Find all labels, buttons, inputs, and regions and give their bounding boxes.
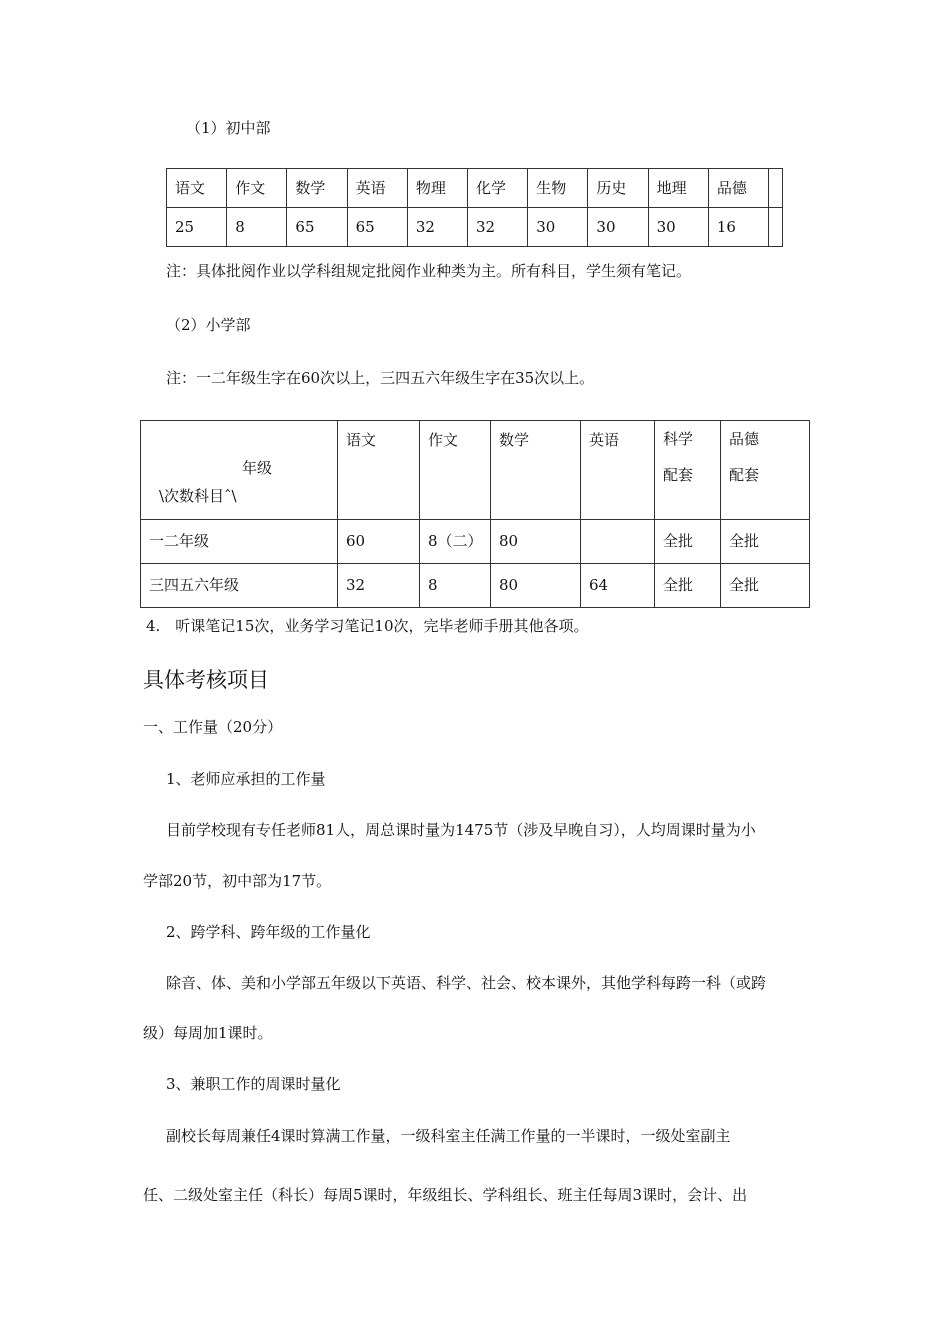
table-cell: 32 bbox=[468, 208, 528, 247]
table-header-cell bbox=[721, 421, 810, 520]
table-cell: 全批 bbox=[655, 520, 721, 564]
table-header-cell: 品德 bbox=[708, 169, 768, 208]
table-header-cell bbox=[769, 169, 783, 208]
paragraph-line: 级）每周加1课时。 bbox=[143, 1024, 273, 1042]
table-cell: 全批 bbox=[655, 564, 721, 608]
header-science-line2: 配套 bbox=[663, 466, 694, 484]
paragraph-line: 学部20节，初中部为17节。 bbox=[143, 872, 332, 890]
header-science-line1: 科学 bbox=[663, 430, 694, 448]
table-header-cell: 语文 bbox=[338, 421, 420, 520]
table-cell: 64 bbox=[581, 564, 655, 608]
table-cell: 25 bbox=[167, 208, 227, 247]
table-cell: 8 bbox=[420, 564, 491, 608]
corner-label-grade: 年级 bbox=[242, 459, 273, 477]
table-header-cell: 化学 bbox=[468, 169, 528, 208]
table-header-cell: 作文 bbox=[227, 169, 287, 208]
table-cell: 一二年级 bbox=[141, 520, 338, 564]
table-header-cell bbox=[655, 421, 721, 520]
table-cell: 8（二） bbox=[420, 520, 491, 564]
table-cell: 65 bbox=[287, 208, 347, 247]
table-cell: 60 bbox=[338, 520, 420, 564]
table-header-row bbox=[141, 421, 810, 520]
section-label-primary: （2）小学部 bbox=[166, 316, 251, 334]
paragraph-line: 目前学校现有专任老师81人，周总课时量为1475节（涉及早晚自习），人均周课时量为小 bbox=[166, 821, 756, 839]
table-cell: 全批 bbox=[721, 520, 810, 564]
table-cell: 80 bbox=[491, 520, 581, 564]
table-row bbox=[141, 520, 810, 564]
table-corner-cell bbox=[141, 421, 338, 520]
subsection-2-title: 2、跨学科、跨年级的工作量化 bbox=[166, 923, 371, 941]
subsection-1-title: 1、老师应承担的工作量 bbox=[166, 770, 326, 788]
table-header-cell: 数学 bbox=[287, 169, 347, 208]
junior-homework-table bbox=[166, 168, 783, 247]
table-header-cell: 作文 bbox=[420, 421, 491, 520]
table-cell: 30 bbox=[648, 208, 708, 247]
paragraph-line: 除音、体、美和小学部五年级以下英语、科学、社会、校本课外，其他学科每跨一科（或跨 bbox=[166, 974, 767, 992]
header-moral-line2: 配套 bbox=[729, 466, 760, 484]
note-junior: 注：具体批阅作业以学科组规定批阅作业种类为主。所有科目，学生须有笔记。 bbox=[166, 262, 692, 280]
table-header-cell: 历史 bbox=[588, 169, 648, 208]
table-header-cell: 地理 bbox=[648, 169, 708, 208]
table-cell bbox=[769, 208, 783, 247]
table-cell: 30 bbox=[528, 208, 588, 247]
table-cell: 32 bbox=[338, 564, 420, 608]
table-header-cell: 生物 bbox=[528, 169, 588, 208]
corner-label-subject: \次数科目ˆ\ bbox=[159, 487, 237, 505]
table-header-cell: 英语 bbox=[347, 169, 407, 208]
paragraph-line: 副校长每周兼任4课时算满工作量，一级科室主任满工作量的一半课时，一级处室副主 bbox=[166, 1127, 731, 1145]
table-header-cell: 数学 bbox=[491, 421, 581, 520]
table-cell: 三四五六年级 bbox=[141, 564, 338, 608]
section-one-title: 一、工作量（20分） bbox=[143, 718, 283, 736]
table-cell: 32 bbox=[407, 208, 467, 247]
table-header-cell: 物理 bbox=[407, 169, 467, 208]
table-cell: 65 bbox=[347, 208, 407, 247]
table-cell: 30 bbox=[588, 208, 648, 247]
paragraph-line: 任、二级处室主任（科长）每周5课时，年级组长、学科组长、班主任每周3课时，会计、出 bbox=[143, 1186, 748, 1204]
table-cell: 80 bbox=[491, 564, 581, 608]
table-cell: 16 bbox=[708, 208, 768, 247]
section-label-junior: （1）初中部 bbox=[186, 119, 271, 137]
table-cell: 全批 bbox=[721, 564, 810, 608]
table-header-cell: 英语 bbox=[581, 421, 655, 520]
note-primary: 注：一二年级生字在60次以上，三四五六年级生字在35次以上。 bbox=[166, 369, 595, 387]
primary-homework-table bbox=[140, 420, 810, 608]
item-4-text: 4. 听课笔记15次，业务学习笔记10次，完毕老师手册其他各项。 bbox=[146, 617, 589, 635]
header-moral-line1: 品德 bbox=[729, 430, 760, 448]
table-row bbox=[141, 564, 810, 608]
table-row bbox=[167, 208, 783, 247]
subsection-3-title: 3、兼职工作的周课时量化 bbox=[166, 1075, 341, 1093]
table-header-cell: 语文 bbox=[167, 169, 227, 208]
table-cell: 8 bbox=[227, 208, 287, 247]
table-cell bbox=[581, 520, 655, 564]
section-heading: 具体考核项目 bbox=[143, 668, 269, 692]
table-header-row bbox=[167, 169, 783, 208]
